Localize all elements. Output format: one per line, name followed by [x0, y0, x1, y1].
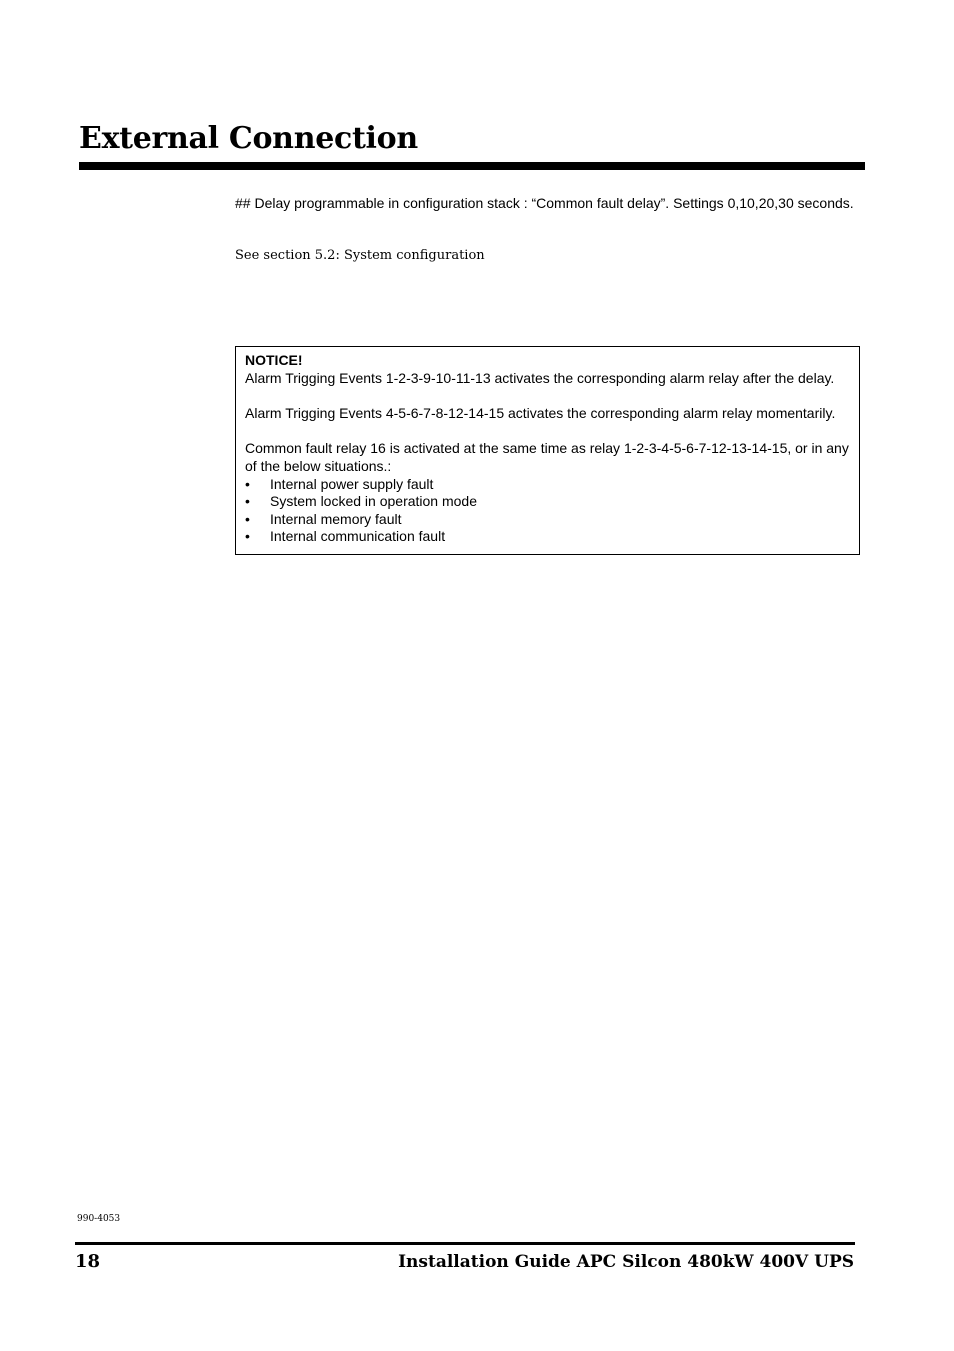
title-divider	[79, 162, 865, 170]
list-item	[245, 493, 850, 511]
list-item-text: Internal memory fault	[270, 510, 402, 527]
list-item-text: Internal power supply fault	[270, 475, 434, 492]
section-reference: See section 5.2: System configuration	[235, 248, 485, 263]
notice-common-fault: Common fault relay 16 is activated at the same time as relay 1-2-3-4-5-6-7-12-13-14-15, or in any of the below situations.:	[245, 440, 849, 474]
list-item	[245, 511, 850, 529]
footer-guide-title: Installation Guide APC Silcon 480kW 400V UPS	[398, 1252, 854, 1272]
list-item-text: Internal communication fault	[270, 528, 446, 545]
bullet-icon: •	[245, 475, 250, 492]
page-title: External Connection	[79, 121, 418, 156]
document-number: 990-4053	[77, 1214, 121, 1224]
notice-momentary-events: Alarm Trigging Events 4-5-6-7-8-12-14-15 activates the corresponding alarm relay momentarily.	[245, 405, 836, 422]
footer-divider	[75, 1242, 855, 1245]
list-item	[245, 476, 850, 494]
notice-heading: NOTICE!	[245, 352, 303, 368]
list-item-text: System locked in operation mode	[270, 493, 477, 510]
bullet-icon: •	[245, 493, 250, 510]
notice-delay-events: Alarm Trigging Events 1-2-3-9-10-11-13 activates the corresponding alarm relay after the delay.	[245, 370, 835, 386]
bullet-icon: •	[245, 528, 250, 545]
bullet-icon: •	[245, 510, 250, 527]
list-item	[245, 528, 850, 546]
fault-situation-list	[245, 476, 850, 546]
notice-box	[235, 346, 860, 555]
page-number: 18	[75, 1251, 101, 1272]
delay-note: ## Delay programmable in configuration stack : “Common fault delay”. Settings 0,10,20,30 seconds.	[235, 195, 854, 211]
